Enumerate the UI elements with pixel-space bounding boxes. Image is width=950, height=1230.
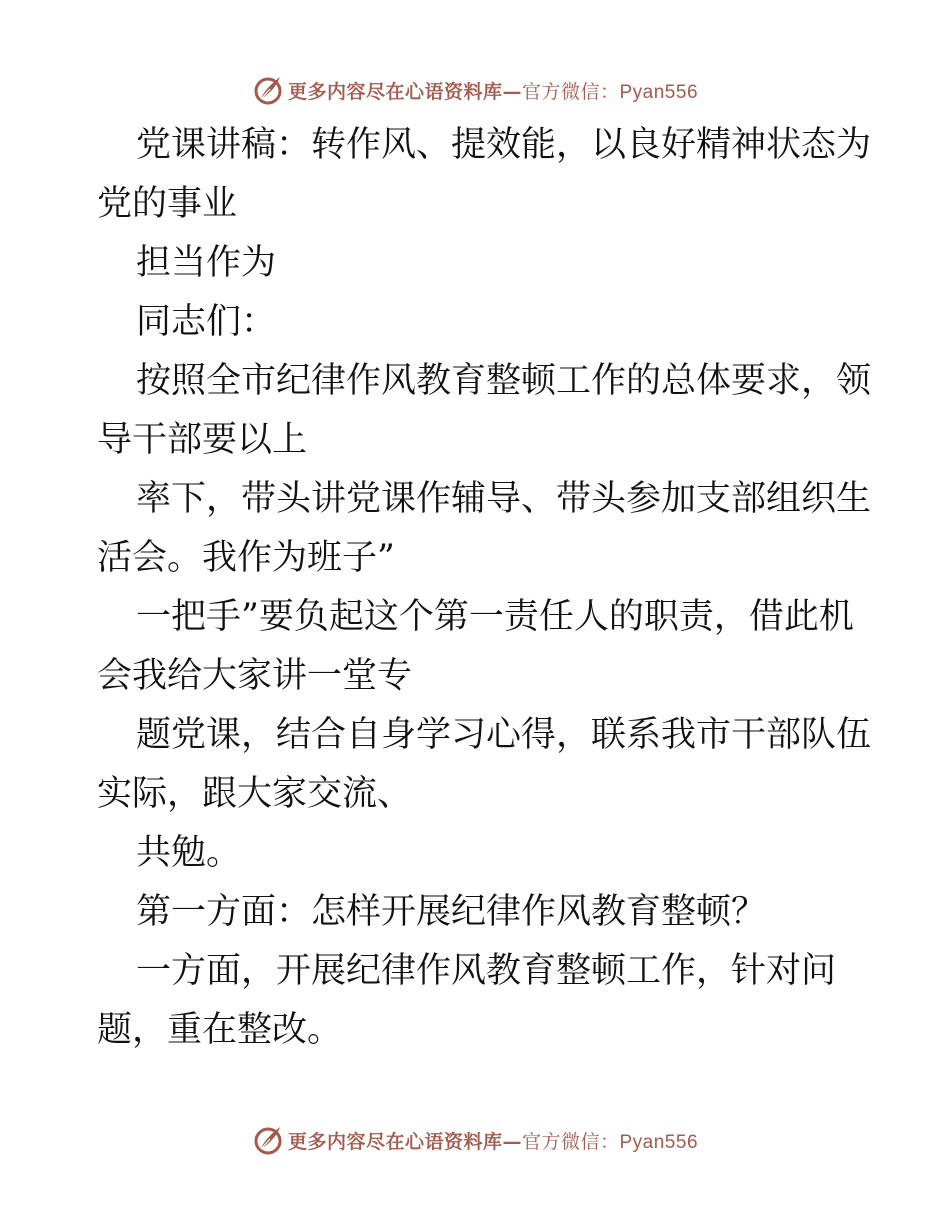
footer-dash: — bbox=[502, 1130, 522, 1153]
quill-logo-icon bbox=[252, 74, 284, 106]
paragraph-line: 共勉。 bbox=[136, 833, 242, 873]
header-banner-text bbox=[288, 77, 698, 104]
header-dash: — bbox=[502, 80, 522, 103]
title-line-1: 党课讲稿：转作风、提效能，以良好精神状态为 bbox=[136, 125, 872, 165]
paragraph-line: 率下，带头讲党课作辅导、带头参加支部组织生 bbox=[136, 479, 872, 519]
header-brand: 更多内容尽在心语资料库 bbox=[287, 80, 503, 103]
paragraph-line: 按照全市纪律作风教育整顿工作的总体要求，领 bbox=[136, 361, 872, 401]
quill-logo-icon bbox=[252, 1124, 284, 1156]
paragraph-line: 一把手”要负起这个第一责任人的职责，借此机 bbox=[136, 597, 854, 637]
footer-wechat-label: 官方微信： bbox=[521, 1130, 620, 1153]
salutation-line: 同志们： bbox=[136, 302, 277, 342]
header-banner bbox=[0, 72, 950, 108]
paragraph-line: 导干部要以上 bbox=[97, 420, 308, 460]
header-wechat-id: Pyan556 bbox=[619, 81, 699, 103]
document-body bbox=[97, 116, 872, 1060]
footer-wechat-id: Pyan556 bbox=[619, 1131, 699, 1153]
paragraph-line: 实际，跟大家交流、 bbox=[97, 774, 413, 814]
footer-banner-text bbox=[288, 1127, 698, 1154]
paragraph-line: 一方面，开展纪律作风教育整顿工作，针对问 bbox=[136, 951, 837, 991]
paragraph-line: 担当作为 bbox=[136, 243, 277, 283]
paragraph-line: 题党课，结合自身学习心得，联系我市干部队伍 bbox=[136, 715, 872, 755]
title-line-2: 党的事业 bbox=[97, 184, 238, 224]
paragraph-line: 活会。我作为班子” bbox=[97, 538, 395, 578]
header-wechat-label: 官方微信： bbox=[521, 80, 620, 103]
paragraph-line: 会我给大家讲一堂专 bbox=[97, 656, 413, 696]
footer-brand: 更多内容尽在心语资料库 bbox=[287, 1130, 503, 1153]
paragraph-line: 题，重在整改。 bbox=[97, 1010, 343, 1050]
footer-banner bbox=[0, 1122, 950, 1158]
section-heading: 第一方面：怎样开展纪律作风教育整顿？ bbox=[136, 892, 767, 932]
